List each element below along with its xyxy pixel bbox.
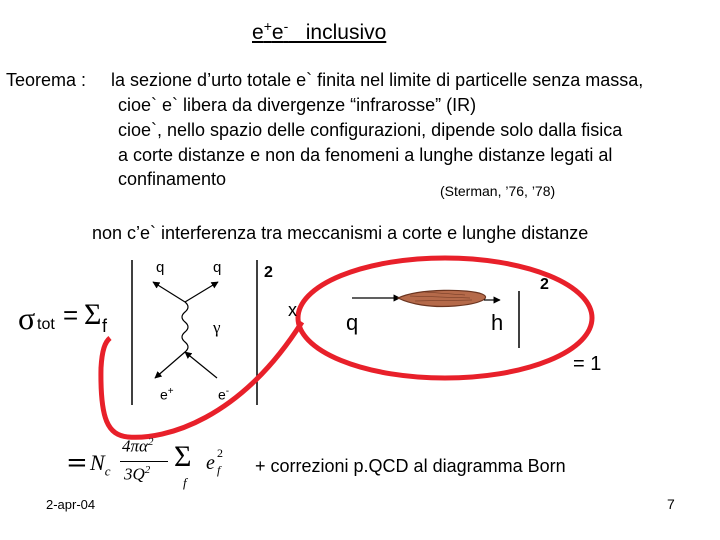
- footer-date: 2-apr-04: [46, 497, 96, 512]
- sigma-symbol: σ: [18, 300, 36, 336]
- born-sum: Σ: [174, 440, 192, 473]
- born-sum-sub: f: [183, 475, 187, 490]
- footer-page-number: 7: [667, 496, 675, 512]
- label-e-minus: e-: [218, 386, 230, 403]
- label-q-hadron: q: [346, 310, 359, 335]
- hadron-square-exponent: 2: [540, 276, 549, 293]
- sigma-subscript: tot: [37, 316, 55, 333]
- born-ef: e: [206, 452, 215, 474]
- born-numerator: $4\pi\alpha^2$: [122, 436, 154, 456]
- label-e-plus: e+: [160, 386, 174, 403]
- times-symbol: x: [288, 300, 297, 320]
- photon-propagator: [182, 302, 188, 352]
- label-q-left: q: [156, 259, 165, 276]
- label-gamma: γ: [213, 318, 221, 337]
- born-equals: =: [66, 448, 88, 478]
- born-fraction-bar: [120, 461, 168, 462]
- title-e2: e: [271, 21, 284, 44]
- theorem-label: Teorema :: [6, 70, 87, 90]
- formula-equals: =: [63, 300, 79, 330]
- equals-one: = 1: [573, 353, 602, 375]
- citation: (Sterman, ’76, ’78): [440, 183, 556, 199]
- connector-curve: [101, 322, 302, 437]
- title-rest: _ inclusivo: [288, 21, 387, 44]
- theorem-line-1: la sezione d’urto totale e` finita nel limite di particelle senza massa,: [111, 70, 644, 90]
- title-minus: -: [283, 18, 289, 34]
- electron-line: [185, 352, 217, 378]
- hadron-blob: [398, 290, 486, 306]
- born-nc: $N_c$: [90, 450, 111, 479]
- sum-symbol: Σ: [84, 298, 102, 331]
- title-e: e: [252, 21, 264, 44]
- born-corrections: + correzioni p.QCD al diagramma Born: [255, 456, 566, 476]
- born-ef-sub: f: [217, 463, 221, 477]
- quark-line-left: [153, 282, 185, 302]
- label-q-right: q: [213, 259, 222, 276]
- born-denominator: $3Q^2$: [124, 464, 151, 484]
- positron-line: [155, 352, 185, 378]
- label-h: h: [491, 310, 504, 335]
- theorem-line-3: cioe`, nello spazio delle configurazioni, dipende solo dalla fisica: [118, 120, 623, 140]
- theorem-line-4: a corte distanze e non da fenomeni a lunghe distanze legati al: [118, 145, 613, 165]
- sum-subscript: f: [102, 316, 108, 336]
- interference-note: non c’e` interferenza tra meccanismi a corte e lunghe distanze: [92, 223, 589, 243]
- quark-line-right: [185, 282, 218, 302]
- feynman-square-exponent: 2: [264, 264, 273, 281]
- born-ef-sup: 2: [217, 446, 223, 460]
- title-plus: +: [263, 18, 272, 34]
- theorem-line-5: confinamento: [118, 169, 227, 189]
- theorem-line-2: cioe` e` libera da divergenze “infrarosse” (IR): [118, 95, 477, 115]
